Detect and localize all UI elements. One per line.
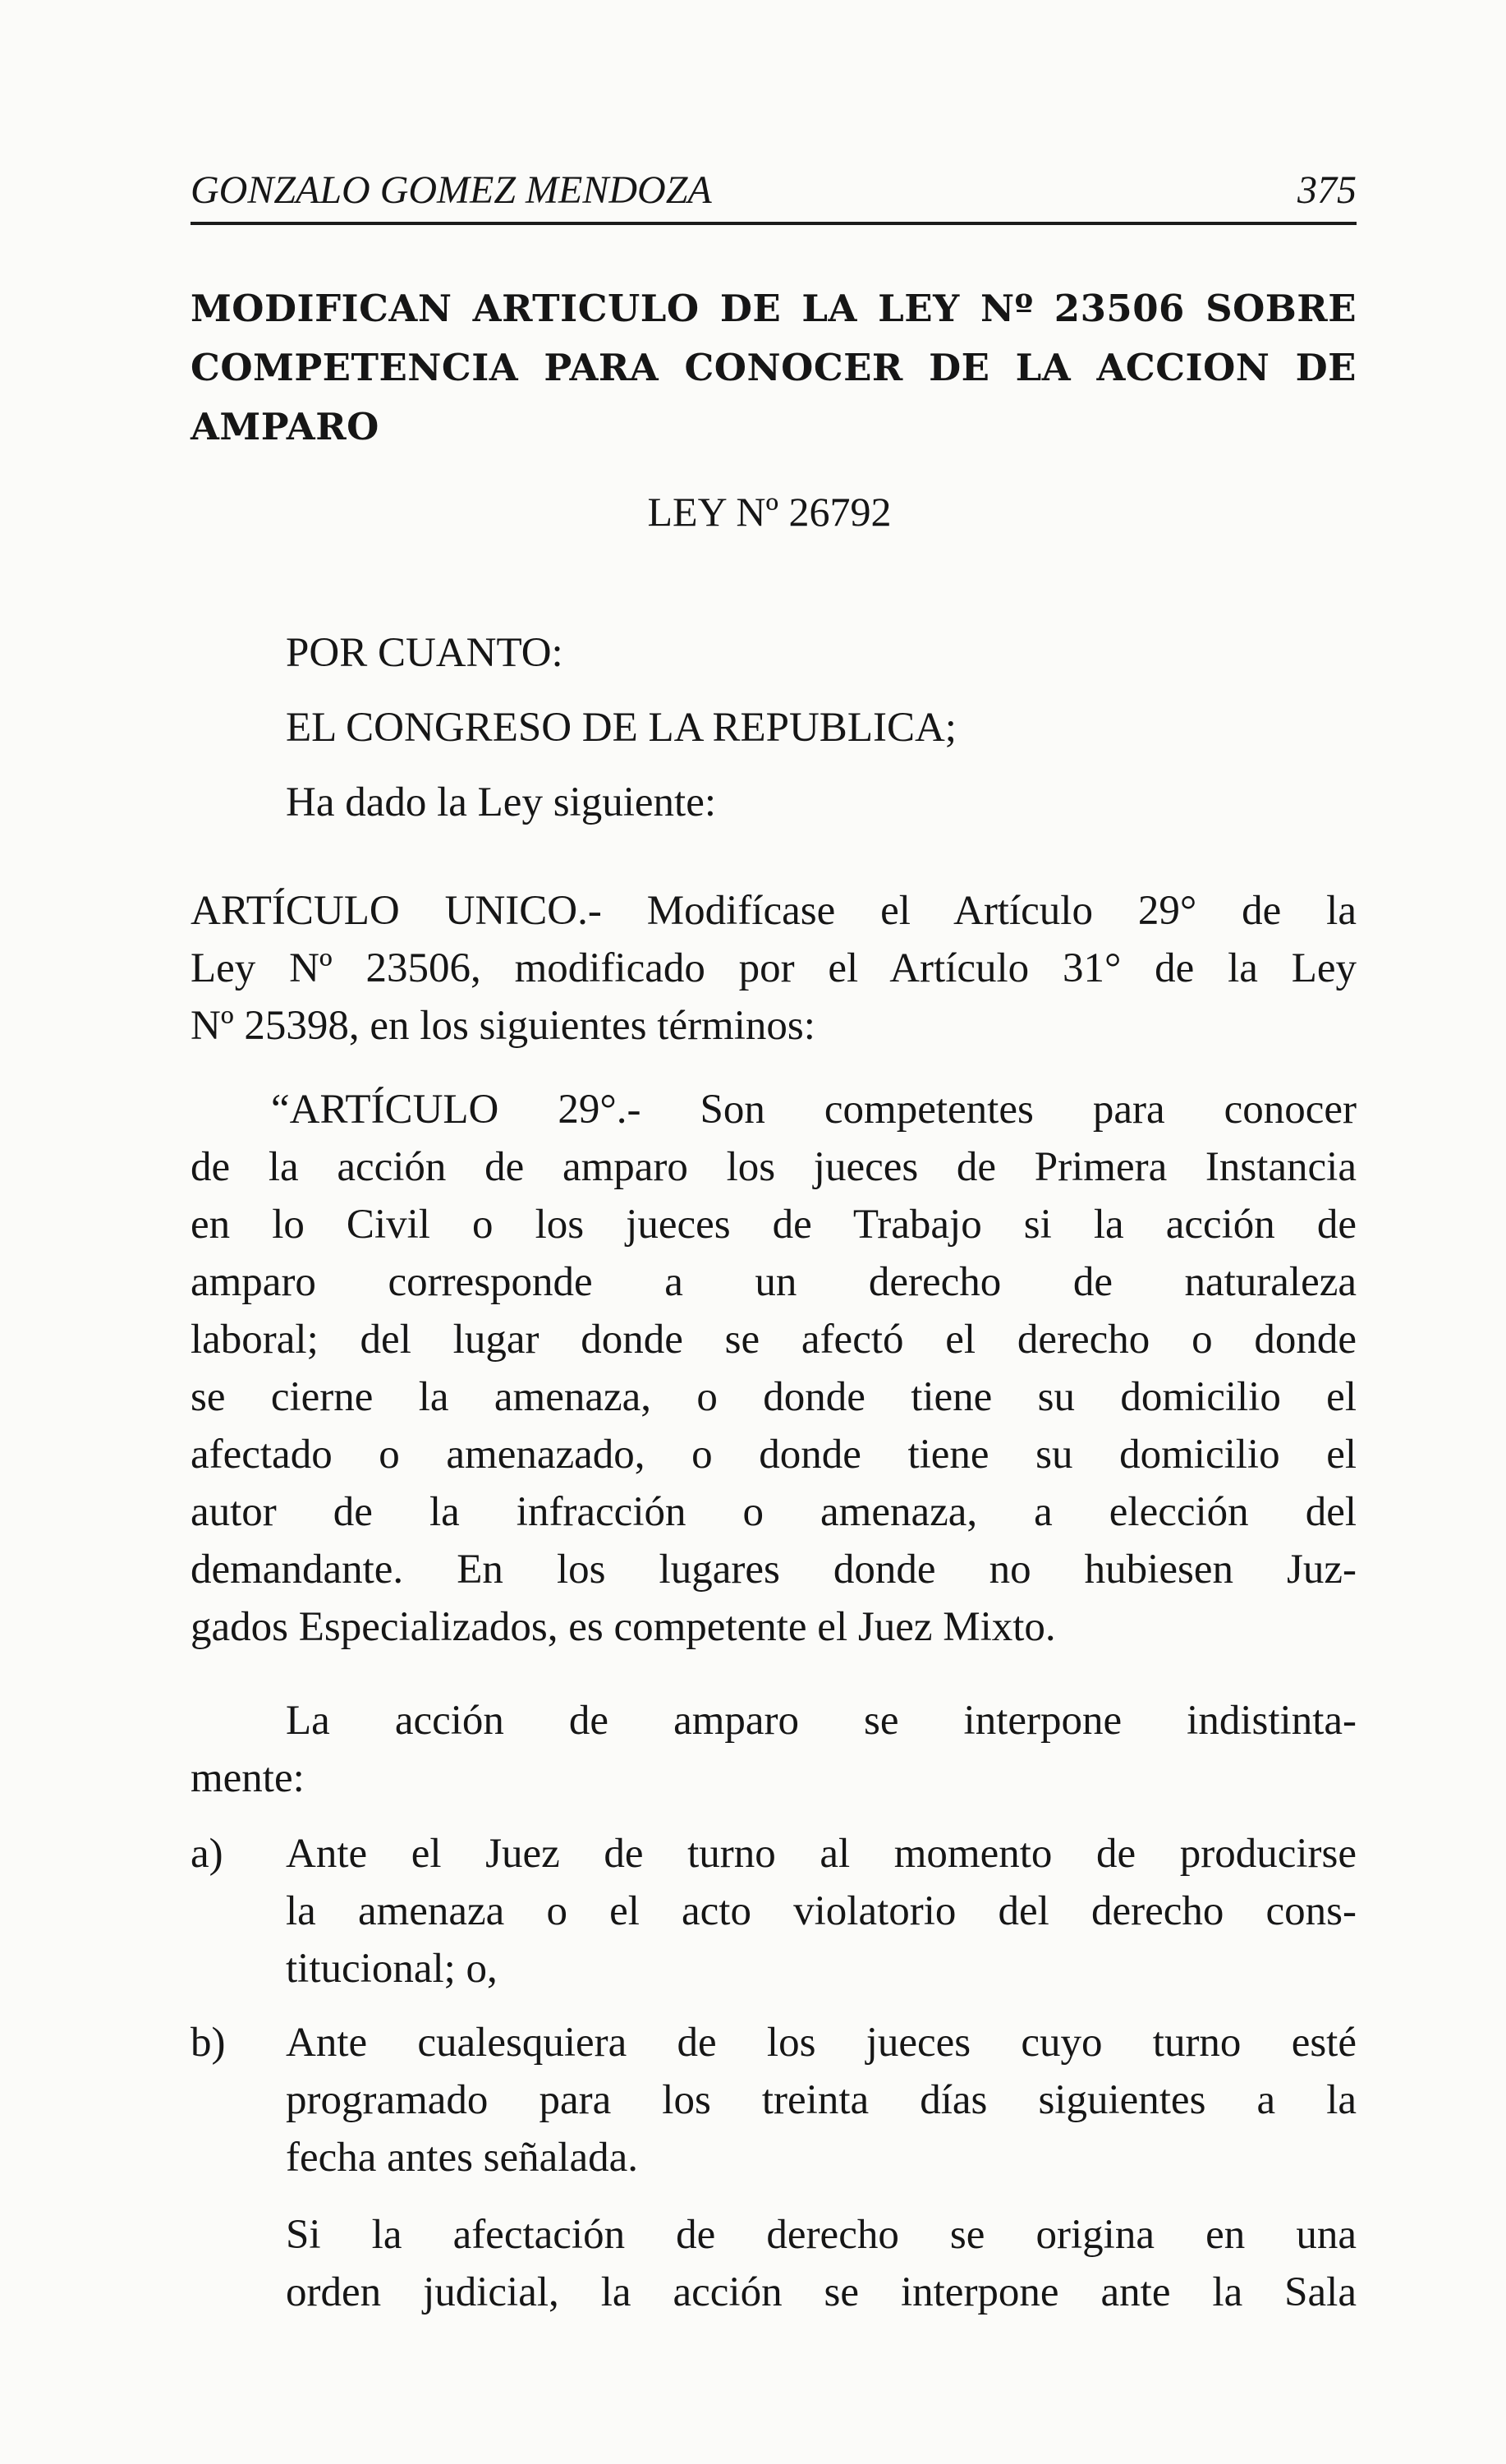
articulo-29-line: “ARTÍCULO 29°.- Son competentes para conocer — [271, 1087, 1357, 1133]
list-marker: a) — [191, 1831, 223, 1877]
preamble — [191, 624, 1357, 831]
articulo-29 — [191, 1081, 1357, 1656]
final-paragraph-line: Si la afectación de derecho se origina en una — [286, 2212, 1357, 2258]
law-number: LEY Nº 26792 — [647, 489, 892, 535]
congreso: EL CONGRESO DE LA REPUBLICA; — [286, 705, 957, 751]
list-item-b — [191, 2014, 1357, 2186]
articulo-29-line: demandante. En los lugares donde no hubiesen Juz- — [191, 1547, 1357, 1593]
indistintamente-line: La acción de amparo se interpone indistinta- — [286, 1698, 1357, 1744]
list-item-line: la amenaza o el acto violatorio del derecho cons- — [286, 1888, 1357, 1934]
header-rule — [191, 222, 1357, 225]
header-author: GONZALO GOMEZ MENDOZA — [191, 168, 712, 212]
articulo-29-line: en lo Civil o los jueces de Trabajo si la acción de — [191, 1202, 1357, 1248]
articulo-unico-line: Nº 25398, en los siguientes términos: — [191, 1003, 815, 1049]
articulo-29-line: de la acción de amparo los jueces de Primera Instancia — [191, 1144, 1357, 1190]
list-item-a — [191, 1825, 1357, 1997]
por-cuanto: POR CUANTO: — [286, 630, 563, 676]
articulo-29-line: se cierne la amenaza, o donde tiene su domicilio el — [191, 1374, 1357, 1420]
articulo-29-line: afectado o amenazado, o donde tiene su domicilio el — [191, 1432, 1357, 1478]
running-header — [191, 161, 1357, 222]
list-item-line: Ante cualesquiera de los jueces cuyo turno esté — [286, 2020, 1357, 2066]
law-title: MODIFICAN ARTICULO DE LA LEY Nº 23506 SOBRE COMPETENCIA PARA CONOCER DE LA ACCION DE AMPARO — [191, 287, 1357, 448]
list-item-line: Ante el Juez de turno al momento de producirse — [286, 1831, 1357, 1877]
articulo-29-line: laboral; del lugar donde se afectó el derecho o donde — [191, 1317, 1357, 1363]
list-item-line: programado para los treinta días siguientes a la — [286, 2077, 1357, 2123]
list-item-line: titucional; o, — [286, 1946, 498, 1992]
indistintamente-line: mente: — [191, 1755, 305, 1801]
articulo-unico-line: Ley Nº 23506, modificado por el Artículo 31° de la Ley — [191, 945, 1357, 991]
page-number: 375 — [1297, 168, 1357, 212]
final-paragraph — [191, 2206, 1357, 2321]
articulo-29-line: amparo corresponde a un derecho de naturaleza — [191, 1259, 1357, 1305]
articulo-29-line: autor de la infracción o amenaza, a elección del — [191, 1489, 1357, 1535]
list-marker: b) — [191, 2020, 226, 2066]
final-paragraph-line: orden judicial, la acción se interpone ante la Sala — [286, 2269, 1357, 2315]
indistintamente-paragraph — [191, 1692, 1357, 1807]
ha-dado: Ha dado la Ley siguiente: — [286, 779, 716, 825]
list-item-line: fecha antes señalada. — [286, 2135, 638, 2181]
articulo-29-line: gados Especializados, es competente el Juez Mixto. — [191, 1604, 1056, 1650]
articulo-unico-line: ARTÍCULO UNICO.- Modifícase el Artículo 29° de la — [191, 888, 1357, 934]
articulo-unico — [191, 882, 1357, 1055]
